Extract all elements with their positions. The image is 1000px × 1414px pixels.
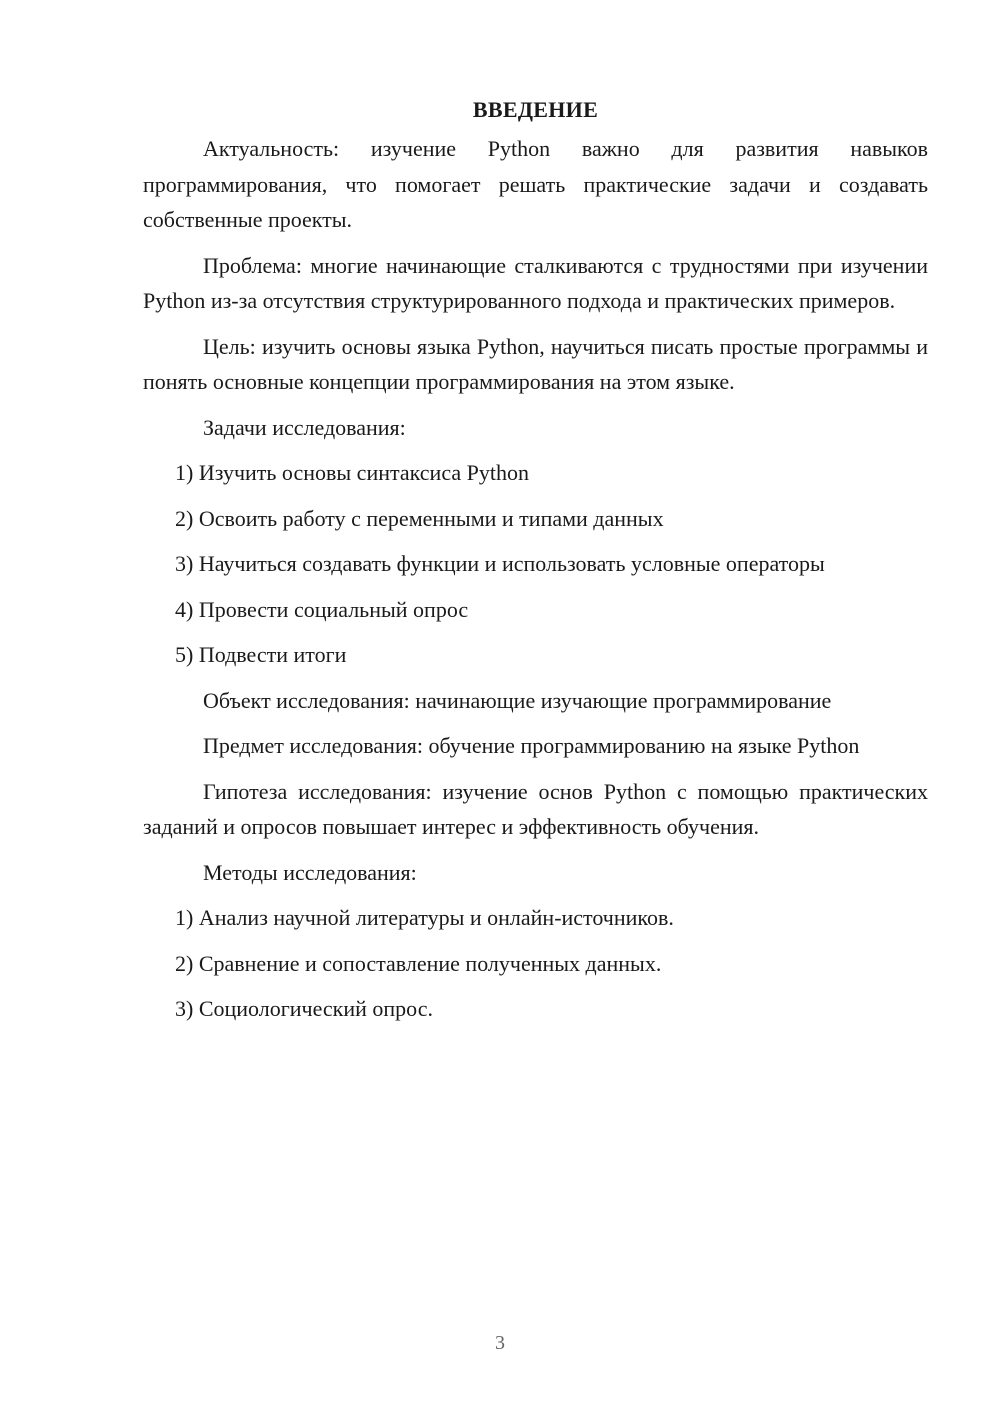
relevance-paragraph: Актуальность: изучение Python важно для развития навыков программирования, что помогает решать практические задачи и создавать собственные проекты. bbox=[143, 136, 928, 232]
problem-paragraph: Проблема: многие начинающие сталкиваются с трудностями при изучении Python из-за отсутствия структурированного подхода и практических примеров. bbox=[143, 252, 928, 313]
methods-label: Методы исследования: bbox=[203, 859, 417, 885]
page-number: 3 bbox=[495, 1332, 505, 1354]
methods-list bbox=[143, 900, 928, 1027]
goal-paragraph: Цель: изучить основы языка Python, научиться писать простые программы и понять основные концепции программирования на этом языке. bbox=[143, 333, 928, 394]
document-page bbox=[143, 92, 928, 1037]
list-item: 4) Провести социальный опрос bbox=[175, 596, 469, 622]
list-item: 3) Научиться создавать функции и использовать условные операторы bbox=[175, 551, 825, 576]
page-title: ВВЕДЕНИЕ bbox=[472, 97, 599, 122]
list-item: 5) Подвести итоги bbox=[175, 642, 347, 667]
list-item: 1) Анализ научной литературы и онлайн-источников. bbox=[175, 905, 674, 930]
list-item: 2) Сравнение и сопоставление полученных данных. bbox=[175, 950, 662, 976]
tasks-label: Задачи исследования: bbox=[203, 414, 406, 440]
list-item: 3) Социологический опрос. bbox=[175, 996, 433, 1021]
object-paragraph: Объект исследования: начинающие изучающие программирование bbox=[203, 687, 832, 713]
hypothesis-paragraph: Гипотеза исследования: изучение основ Python с помощью практических заданий и опросов повышает интерес и эффективность обучения. bbox=[143, 778, 928, 839]
list-item: 2) Освоить работу с переменными и типами данных bbox=[175, 505, 664, 531]
subject-paragraph: Предмет исследования: обучение программированию на языке Python bbox=[203, 733, 860, 758]
list-item: 1) Изучить основы синтаксиса Python bbox=[175, 460, 529, 485]
tasks-list bbox=[143, 455, 928, 673]
